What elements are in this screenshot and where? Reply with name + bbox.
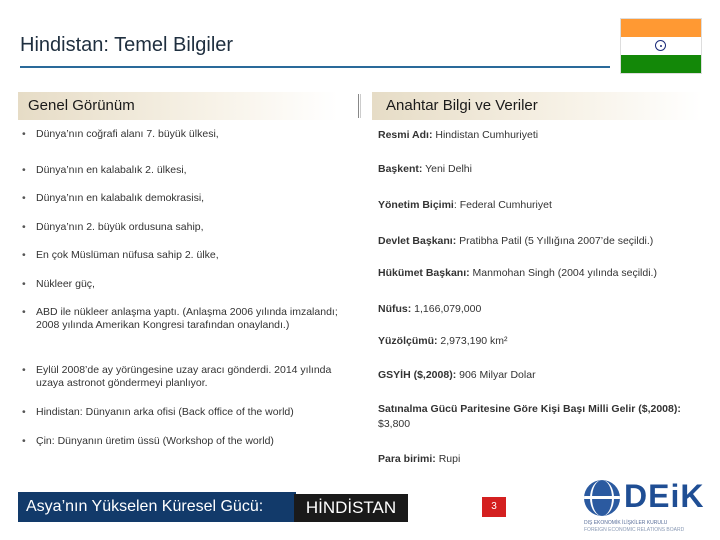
fact-key: Devlet Başkanı: — [378, 235, 457, 247]
fact-value: $3,800 — [378, 418, 411, 430]
fact-key: Nüfus: — [378, 303, 412, 315]
slide-title: Hindistan: Temel Bilgiler — [20, 34, 234, 56]
fact-value: 1,166,079,000 — [411, 303, 482, 315]
logo-subtitle-tr: DIŞ EKONOMİK İLİŞKİLER KURULU — [584, 520, 668, 526]
ashoka-chakra-icon — [655, 40, 666, 51]
fact-population — [378, 302, 703, 317]
fact-value: Manmohan Singh (2004 yılında seçildi.) — [469, 267, 657, 279]
footer-country: HİNDİSTAN — [294, 494, 408, 522]
fact-key: GSYİH ($,2008): — [378, 369, 457, 381]
page-number-badge: 3 — [482, 497, 506, 517]
bullet-item: • Dünya’nın coğrafi alanı 7. büyük ülkesi, — [20, 128, 350, 141]
fact-head-of-state — [378, 234, 703, 249]
bullet-item: • Çin: Dünyanın üretim üssü (Workshop of the world) — [20, 435, 350, 448]
fact-head-of-government — [378, 266, 703, 281]
title-underline — [20, 66, 610, 68]
fact-capital — [378, 162, 703, 177]
overview-heading: Genel Görünüm — [18, 92, 338, 120]
fact-key: Başkent: — [378, 163, 423, 175]
fact-government — [378, 198, 703, 213]
logo-subtitle-en: FOREIGN ECONOMIC RELATIONS BOARD — [584, 527, 685, 533]
fact-official-name — [378, 128, 703, 143]
fact-key: Yüzölçümü: — [378, 335, 438, 347]
fact-key: Satınalma Gücü Paritesine Göre Kişi Başı Milli Gelir ($,2008): — [378, 403, 681, 415]
bullet-item: • Eylül 2008’de ay yörüngesine uzay aracı gönderdi. 2014 yılında uzaya astronot göndermeyi planlıyor. — [20, 364, 350, 390]
bullet-item: • En çok Müslüman nüfusa sahip 2. ülke, — [20, 249, 350, 262]
fact-value: Yeni Delhi — [422, 163, 472, 175]
fact-value: : Federal Cumhuriyet — [453, 199, 552, 211]
bullet-item: • Nükleer güç, — [20, 278, 350, 291]
fact-key: Yönetim Biçimi — [378, 199, 454, 211]
bullet-item: • ABD ile nükleer anlaşma yaptı. (Anlaşma 2006 yılında imzalandı; 2008 yılında Amerikan Kongresi tarafından onaylandı.) — [20, 306, 350, 332]
fact-value: Pratibha Patil (5 Yıllığına 2007’de seçildi.) — [456, 235, 654, 247]
column-divider — [358, 94, 359, 118]
bullet-item: • Dünya’nın en kalabalık demokrasisi, — [20, 192, 350, 205]
fact-value: 906 Milyar Dolar — [456, 369, 536, 381]
fact-value: 2,973,190 km² — [437, 335, 508, 347]
bullet-item: • Dünya’nın 2. büyük ordusuna sahip, — [20, 221, 350, 234]
bullet-item: • Dünya’nın en kalabalık 2. ülkesi, — [20, 164, 350, 177]
fact-gdp — [378, 368, 703, 383]
fact-area — [378, 334, 703, 349]
fact-value: Hindistan Cumhuriyeti — [432, 129, 539, 141]
india-flag-icon — [620, 18, 702, 74]
fact-key: Para birimi: — [378, 453, 436, 465]
fact-value: Rupi — [435, 453, 461, 465]
globe-icon — [584, 480, 620, 516]
logo-wordmark: DEiK — [624, 478, 705, 514]
key-facts-heading: Anahtar Bilgi ve Veriler — [372, 92, 702, 120]
column-divider-shadow — [360, 94, 361, 118]
bullet-item: • Hindistan: Dünyanın arka ofisi (Back office of the world) — [20, 406, 350, 419]
fact-currency — [378, 452, 703, 467]
fact-ppp-income — [378, 402, 703, 432]
fact-key: Resmi Adı: — [378, 129, 433, 141]
footer-tagline: Asya’nın Yükselen Küresel Gücü: — [18, 492, 296, 522]
deik-logo — [584, 480, 716, 536]
fact-key: Hükümet Başkanı: — [378, 267, 470, 279]
